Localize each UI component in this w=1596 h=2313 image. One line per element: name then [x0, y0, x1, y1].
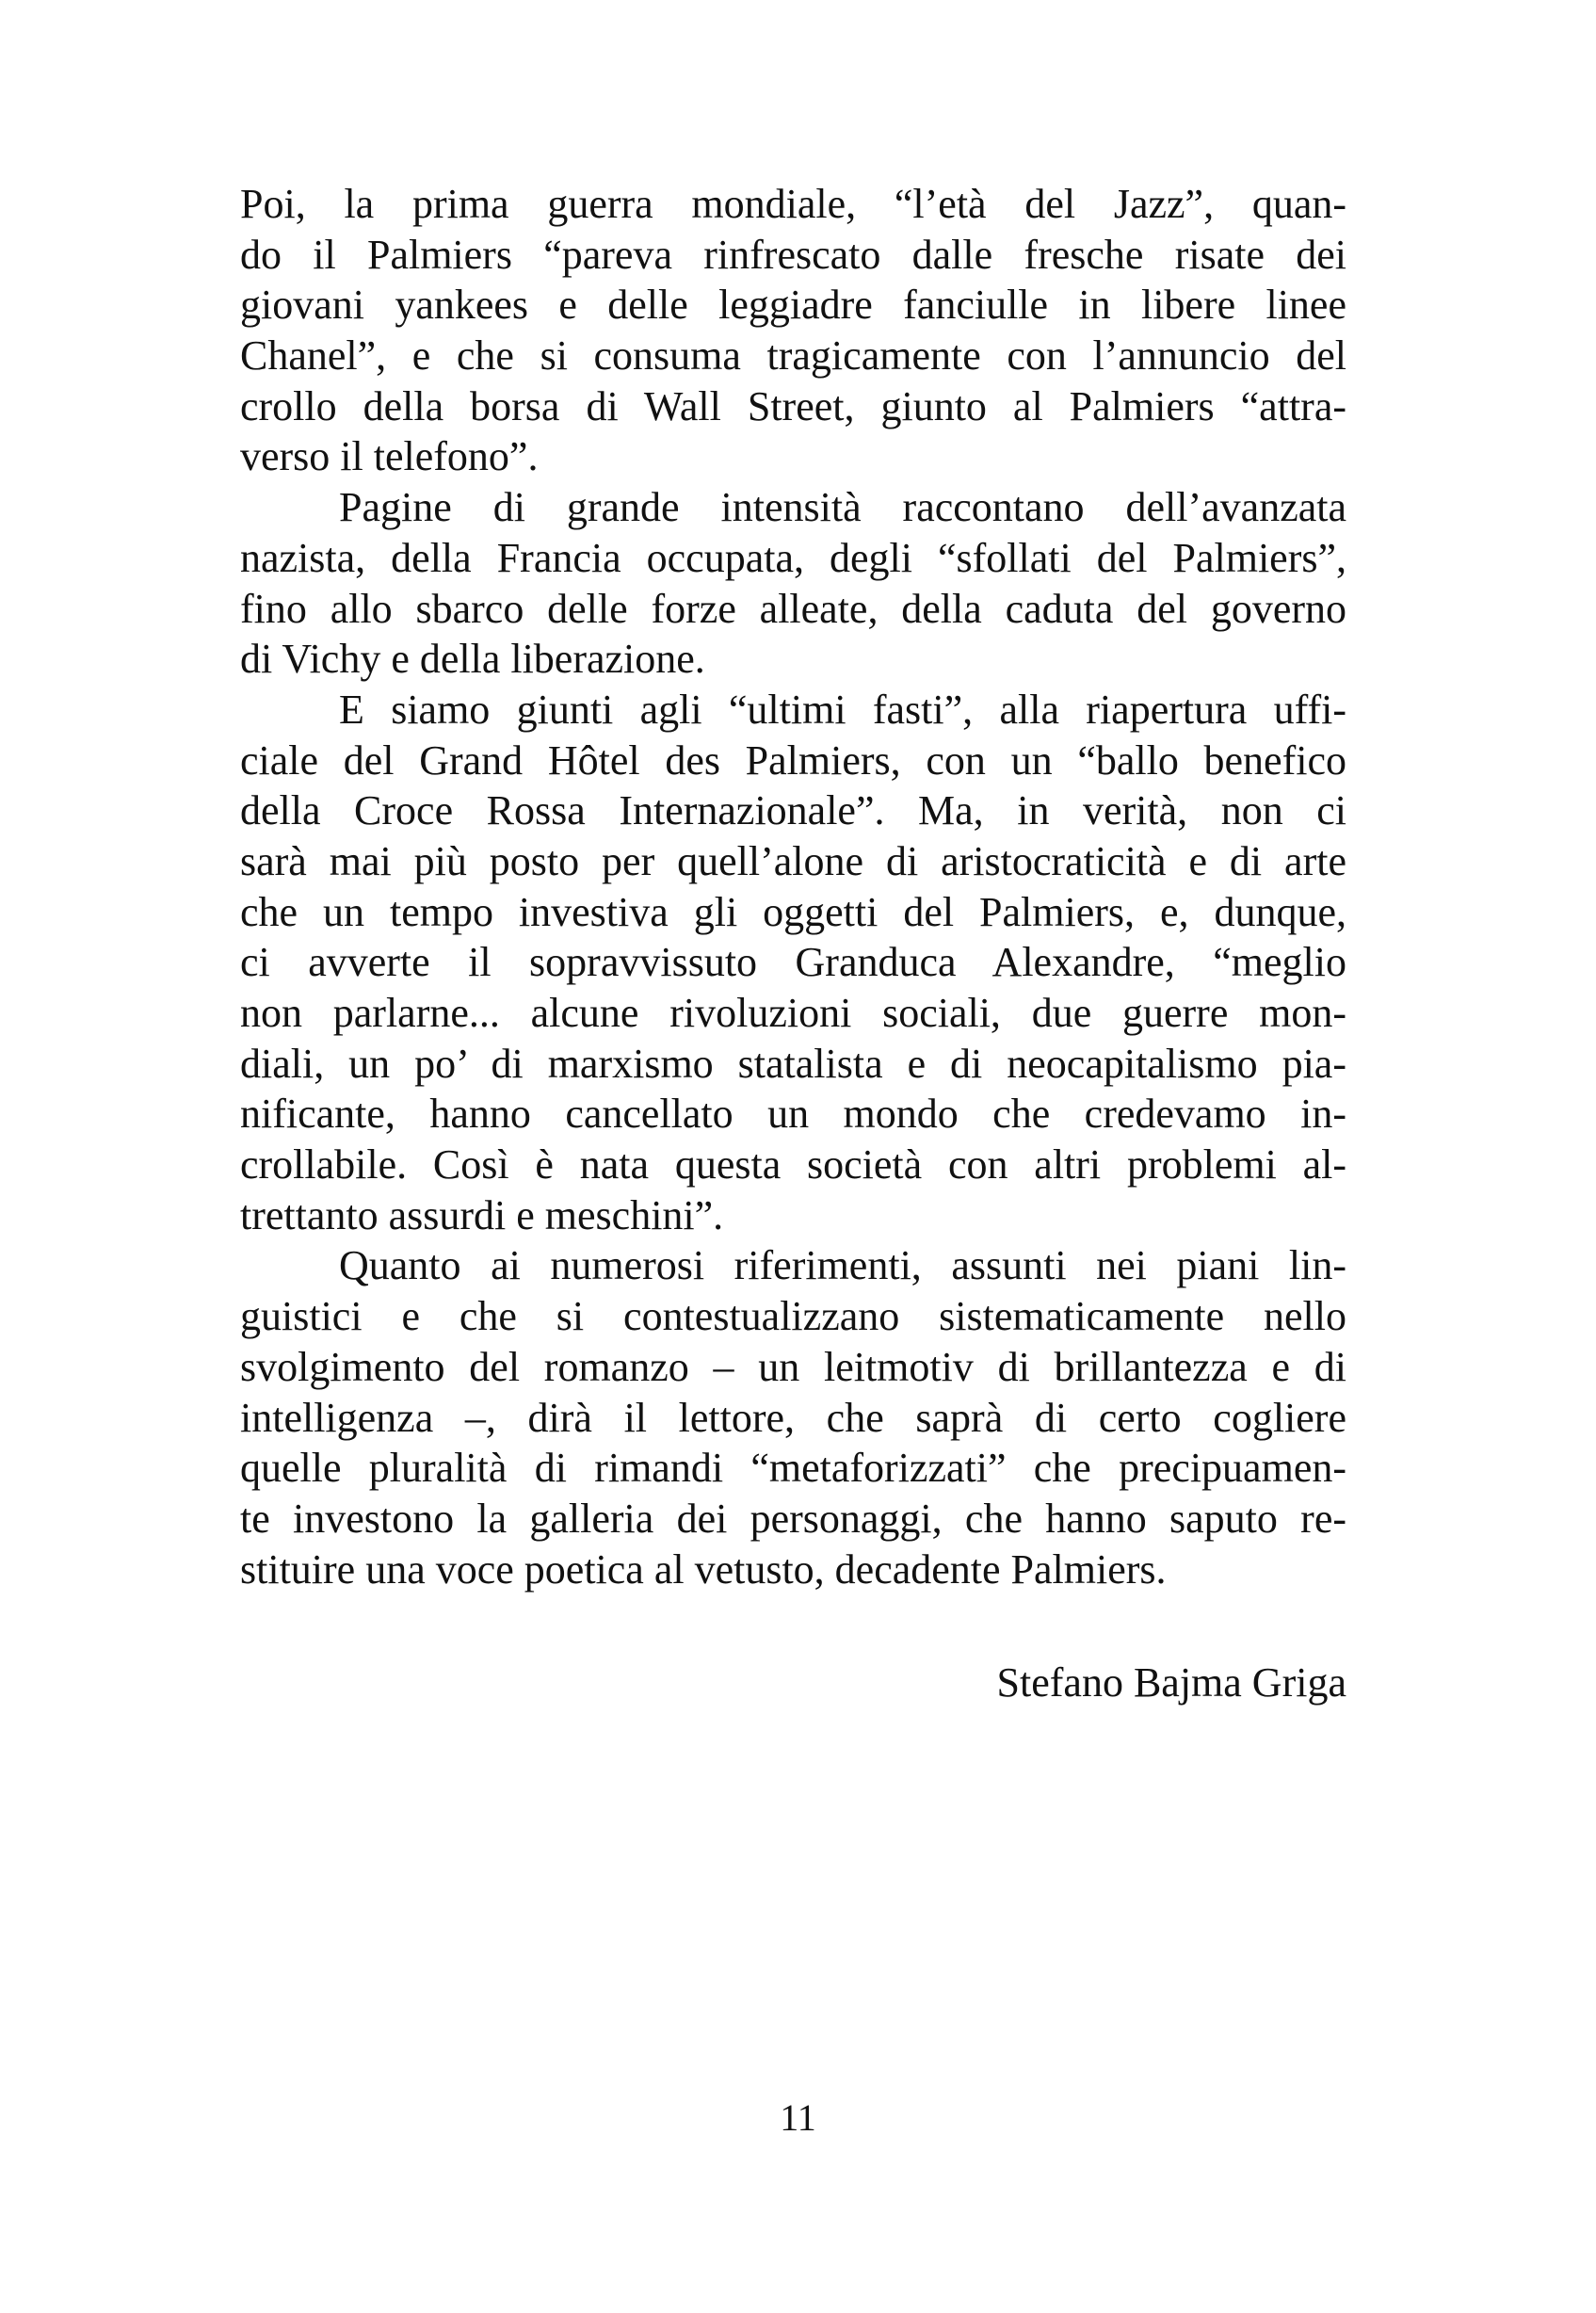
text-line: do il Palmiers “pareva rinfrescato dalle fresche risate dei	[240, 231, 1346, 278]
text-line: ci avverte il sopravvissuto Granduca Alexandre, “meglio	[240, 939, 1346, 986]
text-line: Pagine di grande intensità raccontano dell’avanzata	[339, 484, 1346, 531]
text-line: diali, un po’ di marxismo statalista e di neocapitalismo pia-	[240, 1040, 1346, 1087]
text-line: svolgimento del romanzo – un leitmotiv di brillantezza e di	[240, 1343, 1346, 1390]
text-line: verso il telefono”.	[240, 433, 539, 480]
text-line: ciale del Grand Hôtel des Palmiers, con un “ballo benefico	[240, 736, 1346, 784]
text-line: fino allo sbarco delle forze alleate, della caduta del governo	[240, 585, 1346, 632]
text-line: Chanel”, e che si consuma tragicamente con l’annuncio del	[240, 332, 1346, 380]
text-line: trettanto assurdi e meschini”.	[240, 1191, 724, 1238]
text-line: nazista, della Francia occupata, degli “sfollati del Palmiers”,	[240, 534, 1346, 581]
page-number: 11	[780, 2096, 816, 2139]
text-line: di Vichy e della liberazione.	[240, 636, 705, 683]
text-line: Poi, la prima guerra mondiale, “l’età del Jazz”, quan-	[240, 181, 1346, 227]
text-line: guistici e che si contestualizzano sistematicamente nello	[240, 1293, 1346, 1340]
text-line: che un tempo investiva gli oggetti del Palmiers, e, dunque,	[240, 888, 1346, 935]
body-text	[240, 179, 1346, 1594]
text-line: E siamo giunti agli “ultimi fasti”, alla riapertura uffi-	[339, 686, 1346, 733]
text-line: sarà mai più posto per quell’alone di aristocraticità e di arte	[240, 837, 1346, 884]
text-line: non parlarne... alcune rivoluzioni sociali, due guerre mon-	[240, 990, 1346, 1036]
text-line: giovani yankees e delle leggiadre fanciulle in libere linee	[240, 282, 1346, 329]
text-line: crollabile. Così è nata questa società con altri problemi al-	[240, 1141, 1346, 1189]
text-line: intelligenza –, dirà il lettore, che saprà di certo cogliere	[240, 1394, 1346, 1441]
text-line: quelle pluralità di rimandi “metaforizzati” che precipuamen-	[240, 1445, 1346, 1492]
text-line: nificante, hanno cancellato un mondo che credevamo in-	[240, 1091, 1346, 1138]
author-signature: Stefano Bajma Griga	[996, 1659, 1346, 1706]
text-line: te investono la galleria dei personaggi, che hanno saputo re-	[240, 1495, 1346, 1542]
text-line: della Croce Rossa Internazionale”. Ma, in verità, non ci	[240, 787, 1346, 834]
text-line: Quanto ai numerosi riferimenti, assunti nei piani lin-	[339, 1242, 1346, 1289]
text-line: crollo della borsa di Wall Street, giunto al Palmiers “attra-	[240, 382, 1346, 429]
text-line: stituire una voce poetica al vetusto, decadente Palmiers.	[240, 1545, 1167, 1593]
